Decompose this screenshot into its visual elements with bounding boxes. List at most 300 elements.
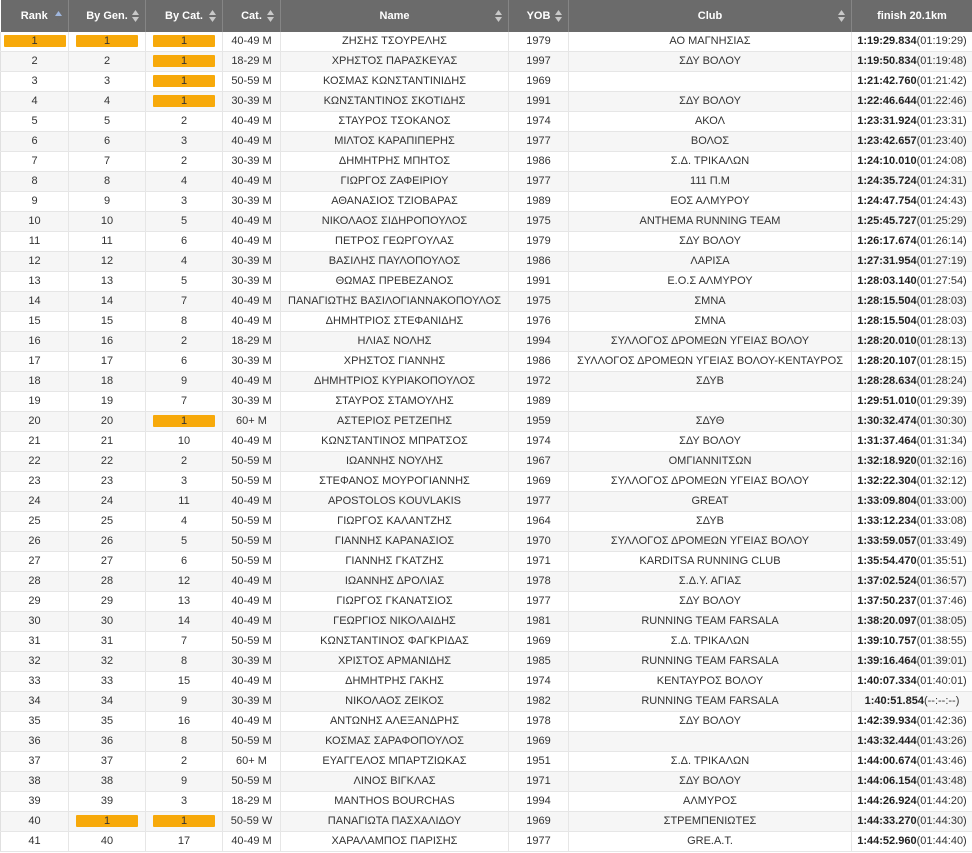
club-cell: KARDITSA RUNNING CLUB <box>569 552 852 572</box>
rank-cell: 15 <box>1 312 69 332</box>
col-header-finish[interactable] <box>852 0 972 32</box>
yob-cell: 1991 <box>509 92 569 112</box>
by-gen-cell: 21 <box>69 432 146 452</box>
position-highlight: 1 <box>76 35 138 47</box>
club-cell: ΣΔΥ ΒΟΛΟΥ <box>569 592 852 612</box>
table-row[interactable] <box>1 652 972 672</box>
finish-time: 1:33:09.804 <box>857 495 917 507</box>
by-gen-cell: 2 <box>69 52 146 72</box>
club-cell: Σ.Δ. ΤΡΙΚΑΛΩΝ <box>569 752 852 772</box>
by-gen-cell: 35 <box>69 712 146 732</box>
table-row[interactable] <box>1 72 972 92</box>
table-row[interactable] <box>1 212 972 232</box>
by-cat-cell: 4 <box>146 172 223 192</box>
rank-cell: 35 <box>1 712 69 732</box>
name-cell: ΧΑΡΑΛΑΜΠΟΣ ΠΑΡΙΣΗΣ <box>281 832 509 852</box>
name-cell: ΓΙΩΡΓΟΣ ΓΚΑΝΑΤΣΙΟΣ <box>281 592 509 612</box>
finish-time: 1:44:06.154 <box>857 775 917 787</box>
cat-cell: 40-49 M <box>223 572 281 592</box>
by-cat-cell: 3 <box>146 792 223 812</box>
table-row[interactable] <box>1 272 972 292</box>
club-cell: ΛΑΡΙΣΑ <box>569 252 852 272</box>
cat-cell: 30-39 M <box>223 92 281 112</box>
club-cell: ΣΔΥΘ <box>569 412 852 432</box>
by-cat-cell: 11 <box>146 492 223 512</box>
net-split: (01:28:15) <box>916 355 967 367</box>
finish-time: 1:24:47.754 <box>857 195 917 207</box>
by-cat-cell: 9 <box>146 692 223 712</box>
name-cell: ΔΗΜΗΤΡΙΟΣ ΣΤΕΦΑΝΙΔΗΣ <box>281 312 509 332</box>
yob-cell: 1986 <box>509 352 569 372</box>
finish-time: 1:39:16.464 <box>857 655 917 667</box>
col-header-label: Rank <box>20 10 48 22</box>
by-gen-cell: 24 <box>69 492 146 512</box>
by-cat-cell: 9 <box>146 372 223 392</box>
club-cell <box>569 392 852 412</box>
by-cat-cell: 3 <box>146 132 223 152</box>
finish-cell <box>852 212 972 232</box>
by-cat-cell <box>146 812 223 832</box>
cat-cell: 40-49 M <box>223 372 281 392</box>
cat-cell: 40-49 M <box>223 832 281 852</box>
club-cell: Σ.Δ. ΤΡΙΚΑΛΩΝ <box>569 152 852 172</box>
cat-cell: 40-49 M <box>223 292 281 312</box>
club-cell: ΣΥΛΛΟΓΟΣ ΔΡΟΜΕΩΝ ΥΓΕΙΑΣ ΒΟΛΟΥ <box>569 532 852 552</box>
name-cell: ΝΙΚΟΛΑΟΣ ΣΙΔΗΡΟΠΟΥΛΟΣ <box>281 212 509 232</box>
finish-cell <box>852 692 972 712</box>
finish-cell <box>852 792 972 812</box>
net-split: (01:32:12) <box>916 475 967 487</box>
rank-cell: 19 <box>1 392 69 412</box>
finish-cell <box>852 512 972 532</box>
yob-cell: 1967 <box>509 452 569 472</box>
by-cat-cell: 10 <box>146 432 223 452</box>
club-cell <box>569 72 852 92</box>
position-highlight: 1 <box>153 75 215 87</box>
cat-cell: 18-29 M <box>223 52 281 72</box>
finish-time: 1:28:15.504 <box>857 295 917 307</box>
by-gen-cell: 30 <box>69 612 146 632</box>
position-highlight: 1 <box>153 55 215 67</box>
table-row[interactable] <box>1 332 972 352</box>
yob-cell: 1974 <box>509 672 569 692</box>
rank-cell: 17 <box>1 352 69 372</box>
finish-time: 1:21:42.760 <box>857 75 917 87</box>
name-cell: ΠΑΝΑΓΙΩΤΗΣ ΒΑΣΙΛΟΓΙΑΝΝΑΚΟΠΟΥΛΟΣ <box>281 292 509 312</box>
club-cell: Σ.Δ. ΤΡΙΚΑΛΩΝ <box>569 632 852 652</box>
by-gen-cell: 22 <box>69 452 146 472</box>
net-split: (01:31:34) <box>916 435 967 447</box>
rank-cell: 2 <box>1 52 69 72</box>
name-cell: ΔΗΜΗΤΡΗΣ ΜΠΗΤΟΣ <box>281 152 509 172</box>
finish-cell <box>852 672 972 692</box>
col-header-cat[interactable] <box>223 0 281 32</box>
cat-cell: 30-39 M <box>223 272 281 292</box>
net-split: (--:--:--) <box>923 695 960 707</box>
col-header-yob[interactable] <box>509 0 569 32</box>
net-split: (01:33:08) <box>916 515 967 527</box>
table-row[interactable] <box>1 792 972 812</box>
col-header-label: By Cat. <box>165 10 203 22</box>
by-gen-cell: 40 <box>69 832 146 852</box>
table-row[interactable] <box>1 632 972 652</box>
yob-cell: 1964 <box>509 512 569 532</box>
net-split: (01:21:42) <box>916 75 967 87</box>
col-header-label: YOB <box>526 10 551 22</box>
table-row[interactable] <box>1 112 972 132</box>
cat-cell: 30-39 M <box>223 652 281 672</box>
yob-cell: 1985 <box>509 652 569 672</box>
rank-cell: 14 <box>1 292 69 312</box>
table-row[interactable] <box>1 132 972 152</box>
finish-cell <box>852 432 972 452</box>
cat-cell: 30-39 M <box>223 692 281 712</box>
club-cell: ΣΜΝΑ <box>569 312 852 332</box>
name-cell: ΖΗΣΗΣ ΤΣΟΥΡΕΛΗΣ <box>281 32 509 52</box>
net-split: (01:39:01) <box>916 655 967 667</box>
net-split: (01:23:40) <box>916 135 967 147</box>
net-split: (01:36:57) <box>916 575 967 587</box>
cat-cell: 50-59 M <box>223 632 281 652</box>
club-cell: ΑΚΟΛ <box>569 112 852 132</box>
finish-time: 1:38:20.097 <box>857 615 917 627</box>
rank-cell: 22 <box>1 452 69 472</box>
col-header-label: Club <box>697 10 723 22</box>
yob-cell: 1970 <box>509 532 569 552</box>
table-row[interactable] <box>1 832 972 852</box>
cat-cell: 30-39 M <box>223 152 281 172</box>
by-gen-cell: 28 <box>69 572 146 592</box>
cat-cell: 60+ M <box>223 752 281 772</box>
yob-cell: 1972 <box>509 372 569 392</box>
cat-cell: 40-49 M <box>223 432 281 452</box>
finish-cell <box>852 732 972 752</box>
by-gen-cell: 4 <box>69 92 146 112</box>
table-row[interactable] <box>1 152 972 172</box>
position-highlight: 1 <box>153 95 215 107</box>
name-cell: ΑΘΑΝΑΣΙΟΣ ΤΖΙΟΒΑΡΑΣ <box>281 192 509 212</box>
net-split: (01:22:46) <box>916 95 967 107</box>
club-cell: ΣΔΥ ΒΟΛΟΥ <box>569 432 852 452</box>
rank-cell: 21 <box>1 432 69 452</box>
name-cell: ΘΩΜΑΣ ΠΡΕΒΕΖΑΝΟΣ <box>281 272 509 292</box>
yob-cell: 1994 <box>509 332 569 352</box>
col-header-rank[interactable] <box>1 0 69 32</box>
table-row[interactable] <box>1 472 972 492</box>
yob-cell: 1969 <box>509 732 569 752</box>
by-cat-cell <box>146 32 223 52</box>
table-row[interactable] <box>1 452 972 472</box>
club-cell: ΑΛΜΥΡΟΣ <box>569 792 852 812</box>
by-gen-cell: 25 <box>69 512 146 532</box>
by-gen-cell: 17 <box>69 352 146 372</box>
net-split: (01:40:01) <box>916 675 967 687</box>
by-cat-cell: 8 <box>146 312 223 332</box>
by-gen-cell: 15 <box>69 312 146 332</box>
by-gen-cell: 11 <box>69 232 146 252</box>
finish-cell <box>852 572 972 592</box>
table-row[interactable] <box>1 292 972 312</box>
table-row[interactable] <box>1 372 972 392</box>
by-cat-cell: 2 <box>146 112 223 132</box>
yob-cell: 1989 <box>509 192 569 212</box>
name-cell: ΝΙΚΟΛΑΟΣ ΖΕΙΚΟΣ <box>281 692 509 712</box>
club-cell: ΣΥΛΛΟΓΟΣ ΔΡΟΜΕΩΝ ΥΓΕΙΑΣ ΒΟΛΟΥ <box>569 332 852 352</box>
table-row[interactable] <box>1 192 972 212</box>
finish-cell <box>852 412 972 432</box>
table-row[interactable] <box>1 432 972 452</box>
by-gen-cell: 18 <box>69 372 146 392</box>
cat-cell: 40-49 M <box>223 112 281 132</box>
finish-time: 1:29:51.010 <box>857 395 917 407</box>
name-cell: ΒΑΣΙΛΗΣ ΠΑΥΛΟΠΟΥΛΟΣ <box>281 252 509 272</box>
yob-cell: 1982 <box>509 692 569 712</box>
cat-cell: 50-59 M <box>223 532 281 552</box>
position-highlight: 1 <box>76 815 138 827</box>
club-cell: GRE.A.T. <box>569 832 852 852</box>
table-row[interactable] <box>1 592 972 612</box>
by-gen-cell: 16 <box>69 332 146 352</box>
yob-cell: 1959 <box>509 412 569 432</box>
col-header-by-cat[interactable] <box>146 0 223 32</box>
by-cat-cell <box>146 52 223 72</box>
table-row[interactable] <box>1 92 972 112</box>
finish-cell <box>852 192 972 212</box>
header-row <box>1 0 972 32</box>
finish-time: 1:24:10.010 <box>857 155 917 167</box>
name-cell: ΛΙΝΟΣ ΒΙΓΚΛΑΣ <box>281 772 509 792</box>
net-split: (01:42:36) <box>916 715 967 727</box>
sort-icon[interactable] <box>837 9 846 23</box>
table-row[interactable] <box>1 252 972 272</box>
yob-cell: 1975 <box>509 212 569 232</box>
finish-time: 1:43:32.444 <box>857 735 917 747</box>
table-row[interactable] <box>1 532 972 552</box>
cat-cell: 40-49 M <box>223 312 281 332</box>
club-cell: ΣΔΥ ΒΟΛΟΥ <box>569 772 852 792</box>
sort-icon[interactable] <box>131 9 140 23</box>
finish-cell <box>852 472 972 492</box>
net-split: (01:28:03) <box>916 315 967 327</box>
net-split: (01:44:30) <box>916 815 967 827</box>
by-gen-cell: 31 <box>69 632 146 652</box>
table-row[interactable] <box>1 692 972 712</box>
sort-icon[interactable] <box>554 9 563 23</box>
table-row[interactable] <box>1 812 972 832</box>
cat-cell: 40-49 M <box>223 592 281 612</box>
finish-cell <box>852 772 972 792</box>
finish-cell <box>852 312 972 332</box>
cat-cell: 50-59 M <box>223 72 281 92</box>
by-gen-cell: 37 <box>69 752 146 772</box>
by-gen-cell: 27 <box>69 552 146 572</box>
rank-cell: 40 <box>1 812 69 832</box>
club-cell: ΣΥΛΛΟΓΟΣ ΔΡΟΜΕΩΝ ΥΓΕΙΑΣ ΒΟΛΟΥ <box>569 472 852 492</box>
finish-cell <box>852 152 972 172</box>
finish-time: 1:19:29.834 <box>857 35 917 47</box>
name-cell: ΓΙΩΡΓΟΣ ΖΑΦΕΙΡΙΟΥ <box>281 172 509 192</box>
net-split: (01:33:49) <box>916 535 967 547</box>
net-split: (01:44:40) <box>916 835 967 847</box>
yob-cell: 1969 <box>509 472 569 492</box>
cat-cell: 40-49 M <box>223 612 281 632</box>
table-row[interactable] <box>1 52 972 72</box>
finish-time: 1:37:02.524 <box>857 575 917 587</box>
rank-cell: 7 <box>1 152 69 172</box>
col-header-club[interactable] <box>569 0 852 32</box>
club-cell: RUNNING TEAM FARSALA <box>569 692 852 712</box>
by-gen-cell: 8 <box>69 172 146 192</box>
finish-time: 1:28:20.107 <box>857 355 917 367</box>
finish-time: 1:40:51.854 <box>864 695 924 707</box>
name-cell: ΓΙΑΝΝΗΣ ΚΑΡΑΝΑΣΙΟΣ <box>281 532 509 552</box>
sort-asc-icon[interactable] <box>54 9 63 23</box>
net-split: (01:29:39) <box>916 395 967 407</box>
cat-cell: 40-49 M <box>223 232 281 252</box>
yob-cell: 1981 <box>509 612 569 632</box>
finish-time: 1:42:39.934 <box>857 715 917 727</box>
rank-cell: 27 <box>1 552 69 572</box>
finish-cell <box>852 832 972 852</box>
finish-time: 1:30:32.474 <box>857 415 917 427</box>
table-row[interactable] <box>1 232 972 252</box>
club-cell <box>569 732 852 752</box>
name-cell: ΠΑΝΑΓΙΩΤΑ ΠΑΣΧΑΛΙΔΟΥ <box>281 812 509 832</box>
col-header-name[interactable] <box>281 0 509 32</box>
by-gen-cell: 39 <box>69 792 146 812</box>
by-gen-cell: 36 <box>69 732 146 752</box>
cat-cell: 18-29 M <box>223 792 281 812</box>
finish-cell <box>852 32 972 52</box>
finish-cell <box>852 812 972 832</box>
cat-cell: 50-59 M <box>223 512 281 532</box>
rank-cell: 16 <box>1 332 69 352</box>
table-row[interactable] <box>1 352 972 372</box>
net-split: (01:44:20) <box>916 795 967 807</box>
cat-cell: 40-49 M <box>223 132 281 152</box>
finish-cell <box>852 452 972 472</box>
table-row[interactable] <box>1 572 972 592</box>
by-gen-cell: 10 <box>69 212 146 232</box>
net-split: (01:19:48) <box>916 55 967 67</box>
finish-time: 1:27:31.954 <box>857 255 917 267</box>
by-cat-cell: 2 <box>146 152 223 172</box>
yob-cell: 1975 <box>509 292 569 312</box>
yob-cell: 1971 <box>509 772 569 792</box>
finish-time: 1:44:26.924 <box>857 795 917 807</box>
rank-cell <box>1 32 69 52</box>
col-header-by-gen[interactable] <box>69 0 146 32</box>
cat-cell: 18-29 M <box>223 332 281 352</box>
net-split: (01:38:05) <box>916 615 967 627</box>
by-gen-cell: 7 <box>69 152 146 172</box>
rank-cell: 20 <box>1 412 69 432</box>
rank-cell: 39 <box>1 792 69 812</box>
club-cell: ΒΟΛΟΣ <box>569 132 852 152</box>
finish-time: 1:44:00.674 <box>857 755 917 767</box>
by-gen-cell: 32 <box>69 652 146 672</box>
cat-cell: 50-59 M <box>223 472 281 492</box>
finish-cell <box>852 112 972 132</box>
table-row[interactable] <box>1 392 972 412</box>
by-gen-cell: 26 <box>69 532 146 552</box>
by-cat-cell <box>146 92 223 112</box>
by-gen-cell: 23 <box>69 472 146 492</box>
net-split: (01:37:46) <box>916 595 967 607</box>
rank-cell: 4 <box>1 92 69 112</box>
by-cat-cell: 9 <box>146 772 223 792</box>
table-row[interactable] <box>1 32 972 52</box>
name-cell: ΣΤΑΥΡΟΣ ΤΣΟΚΑΝΟΣ <box>281 112 509 132</box>
finish-cell <box>852 172 972 192</box>
club-cell: ΣΔΥΒ <box>569 512 852 532</box>
table-row[interactable] <box>1 772 972 792</box>
net-split: (01:23:31) <box>916 115 967 127</box>
table-row[interactable] <box>1 612 972 632</box>
col-header-label: finish 20.1km <box>877 10 947 22</box>
table-row[interactable] <box>1 172 972 192</box>
name-cell: MANTHOS BOURCHAS <box>281 792 509 812</box>
table-row[interactable] <box>1 552 972 572</box>
finish-cell <box>852 332 972 352</box>
table-row[interactable] <box>1 672 972 692</box>
by-gen-cell: 34 <box>69 692 146 712</box>
rank-cell: 9 <box>1 192 69 212</box>
net-split: (01:32:16) <box>916 455 967 467</box>
by-cat-cell: 14 <box>146 612 223 632</box>
table-row[interactable] <box>1 732 972 752</box>
rank-cell: 30 <box>1 612 69 632</box>
sort-icon[interactable] <box>266 9 275 23</box>
table-row[interactable] <box>1 412 972 432</box>
finish-time: 1:35:54.470 <box>857 555 917 567</box>
rank-cell: 25 <box>1 512 69 532</box>
table-row[interactable] <box>1 312 972 332</box>
club-cell: Σ.Δ.Υ. ΑΓΙΑΣ <box>569 572 852 592</box>
table-row[interactable] <box>1 492 972 512</box>
cat-cell: 40-49 M <box>223 212 281 232</box>
yob-cell: 1977 <box>509 592 569 612</box>
by-cat-cell: 5 <box>146 532 223 552</box>
name-cell: ΜΙΛΤΟΣ ΚΑΡΑΠΙΠΕΡΗΣ <box>281 132 509 152</box>
by-cat-cell: 15 <box>146 672 223 692</box>
by-cat-cell: 7 <box>146 632 223 652</box>
name-cell: ΗΛΙΑΣ ΝΟΛΗΣ <box>281 332 509 352</box>
finish-cell <box>852 252 972 272</box>
rank-cell: 6 <box>1 132 69 152</box>
rank-cell: 24 <box>1 492 69 512</box>
name-cell: ΧΡΙΣΤΟΣ ΑΡΜΑΝΙΔΗΣ <box>281 652 509 672</box>
table-row[interactable] <box>1 752 972 772</box>
sort-icon[interactable] <box>208 9 217 23</box>
net-split: (01:43:46) <box>916 755 967 767</box>
rank-cell: 33 <box>1 672 69 692</box>
table-row[interactable] <box>1 512 972 532</box>
cat-cell: 50-59 W <box>223 812 281 832</box>
finish-time: 1:39:10.757 <box>857 635 917 647</box>
club-cell: ΣΥΛΛΟΓΟΣ ΔΡΟΜΕΩΝ ΥΓΕΙΑΣ ΒΟΛΟΥ-ΚΕΝΤΑΥΡΟΣ <box>569 352 852 372</box>
rank-cell: 29 <box>1 592 69 612</box>
finish-cell <box>852 652 972 672</box>
table-row[interactable] <box>1 712 972 732</box>
finish-cell <box>852 532 972 552</box>
position-highlight: 1 <box>4 35 66 47</box>
by-cat-cell: 6 <box>146 352 223 372</box>
club-cell: ANTHEMA RUNNING TEAM <box>569 212 852 232</box>
position-highlight: 1 <box>153 35 215 47</box>
club-cell: ΣΤΡΕΜΠΕΝΙΩΤΕΣ <box>569 812 852 832</box>
sort-icon[interactable] <box>494 9 503 23</box>
